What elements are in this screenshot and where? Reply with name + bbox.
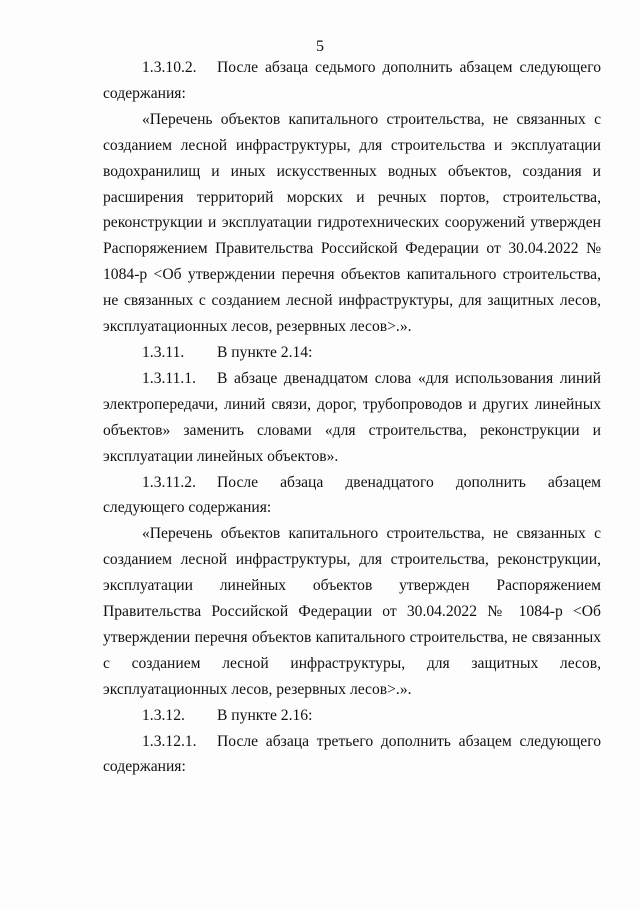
paragraph-1-3-11-2	[103, 470, 601, 522]
paragraph-text: В абзаце двенадцатом слова «для использования линий электропередачи, линий связи, дорог, трубопроводов и других линейных объектов» заменить словами «для строительства, реконструкции и эксплуатации линейных объектов».	[103, 369, 601, 465]
document-body	[103, 55, 601, 780]
paragraph-text: После абзаца двенадцатого дополнить абзацем следующего содержания:	[103, 473, 601, 517]
paragraph-1-3-12-1	[103, 729, 601, 781]
paragraph-number: 1.3.11.2.	[142, 473, 196, 491]
paragraph-1-3-10-2	[103, 55, 601, 107]
paragraph-number: 1.3.12.1.	[142, 732, 197, 750]
paragraph-number: 1.3.12.	[142, 706, 185, 724]
page-number: 5	[316, 38, 324, 55]
paragraph-quote-2	[103, 521, 601, 702]
paragraph-number: 1.3.11.	[142, 343, 185, 361]
paragraph-text: «Перечень объектов капитального строительства, не связанных с созданием лесной инфраструктуры, для строительства и эксплуатации водохранилищ и иных искусственных водных объектов, создания и расширения территорий морских и речных портов, строительства, реконструкции и эксплуатации гидротехнических сооружений утвержден Распоряжением Правительства Российской Федерации от 30.04.2022 № 1084-р <Об утверждении перечня объектов капитального строительства, не связанных с созданием лесной инфраструктуры, для защитных лесов, эксплуатационных лесов, резервных лесов>.».	[103, 110, 601, 336]
paragraph-text: В пункте 2.16:	[217, 706, 313, 724]
paragraph-quote-1	[103, 107, 601, 340]
paragraph-text: «Перечень объектов капитального строительства, не связанных с созданием лесной инфраструктуры, для строительства, реконструкции, эксплуатации линейных объектов утвержден Распоряжением Правительства Российской Федерации от 30.04.2022 № 1084-р <Об утверждении перечня объектов капитального строительства, не связанных с созданием лесной инфраструктуры, для защитных лесов, эксплуатационных лесов, резервных лесов>.».	[103, 525, 601, 698]
paragraph-number: 1.3.10.2.	[142, 59, 197, 76]
paragraph-1-3-12	[103, 703, 601, 729]
paragraph-number: 1.3.11.1.	[142, 369, 196, 387]
paragraph-text: В пункте 2.14:	[217, 343, 313, 361]
paragraph-text: После абзаца седьмого дополнить абзацем следующего содержания:	[103, 59, 601, 102]
paragraph-1-3-11	[103, 340, 601, 366]
paragraph-text: После абзаца третьего дополнить абзацем следующего содержания:	[103, 732, 601, 776]
paragraph-1-3-11-1	[103, 366, 601, 470]
